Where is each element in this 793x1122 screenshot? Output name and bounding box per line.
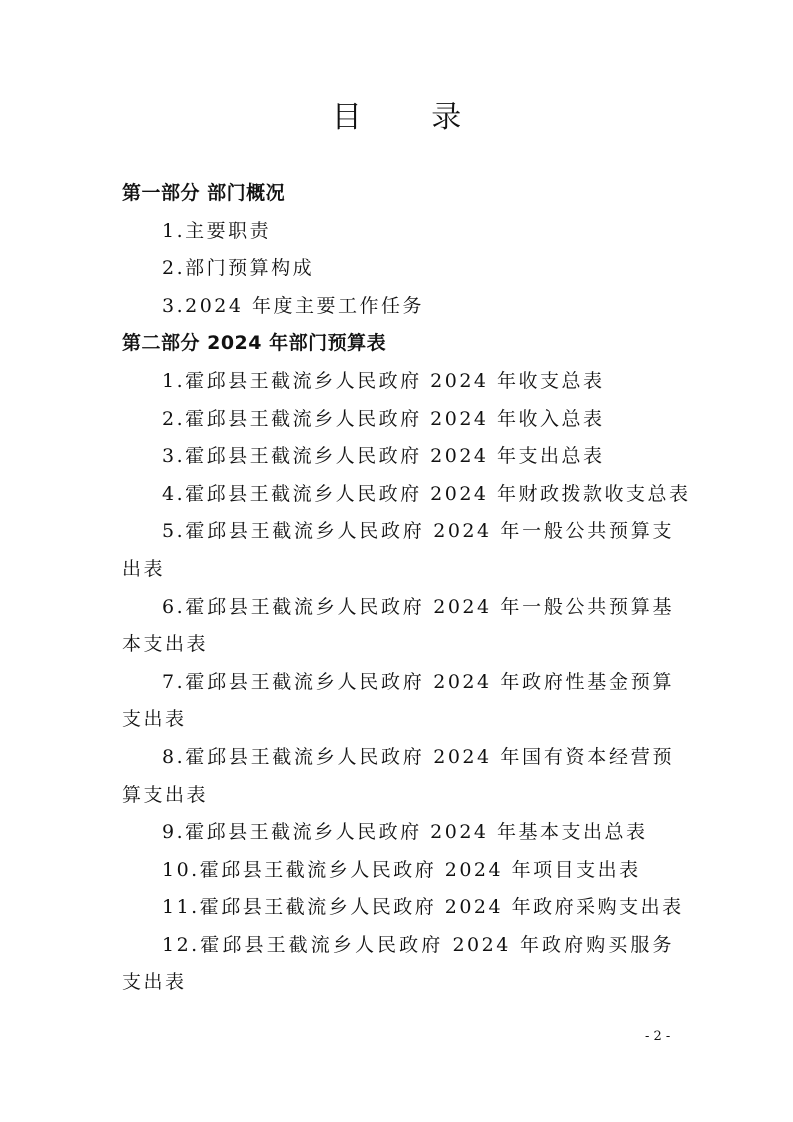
toc-item: 1.霍邱县王截流乡人民政府 2024 年收支总表 <box>162 369 605 392</box>
toc-item: 10.霍邱县王截流乡人民政府 2024 年项目支出表 <box>162 858 641 881</box>
toc-part2-heading: 第二部分 2024 年部门预算表 <box>122 332 387 355</box>
page-title: 目 录 <box>331 100 492 135</box>
toc-item: 12.霍邱县王截流乡人民政府 2024 年政府购买服务支出表 <box>122 933 674 994</box>
page-number: - 2 - <box>645 1029 671 1044</box>
table-of-contents <box>122 175 691 1002</box>
toc-part1-heading: 第一部分 部门概况 <box>122 182 286 204</box>
toc-item: 11.霍邱县王截流乡人民政府 2024 年政府采购支出表 <box>162 896 684 919</box>
toc-item: 6.霍邱县王截流乡人民政府 2024 年一般公共预算基本支出表 <box>122 595 674 656</box>
toc-item: 3.霍邱县王截流乡人民政府 2024 年支出总表 <box>162 445 605 468</box>
toc-item: 5.霍邱县王截流乡人民政府 2024 年一般公共预算支出表 <box>122 520 674 580</box>
toc-item: 4.霍邱县王截流乡人民政府 2024 年财政拨款收支总表 <box>162 482 691 505</box>
toc-item: 1.主要职责 <box>162 219 272 242</box>
toc-item: 7.霍邱县王截流乡人民政府 2024 年政府性基金预算支出表 <box>122 670 674 731</box>
toc-item: 2.部门预算构成 <box>162 257 315 280</box>
toc-item: 8.霍邱县王截流乡人民政府 2024 年国有资本经营预算支出表 <box>122 745 674 806</box>
toc-item: 3.2024 年度主要工作任务 <box>162 294 425 317</box>
toc-item: 2.霍邱县王截流乡人民政府 2024 年收入总表 <box>162 407 605 430</box>
toc-item: 9.霍邱县王截流乡人民政府 2024 年基本支出总表 <box>162 821 648 844</box>
